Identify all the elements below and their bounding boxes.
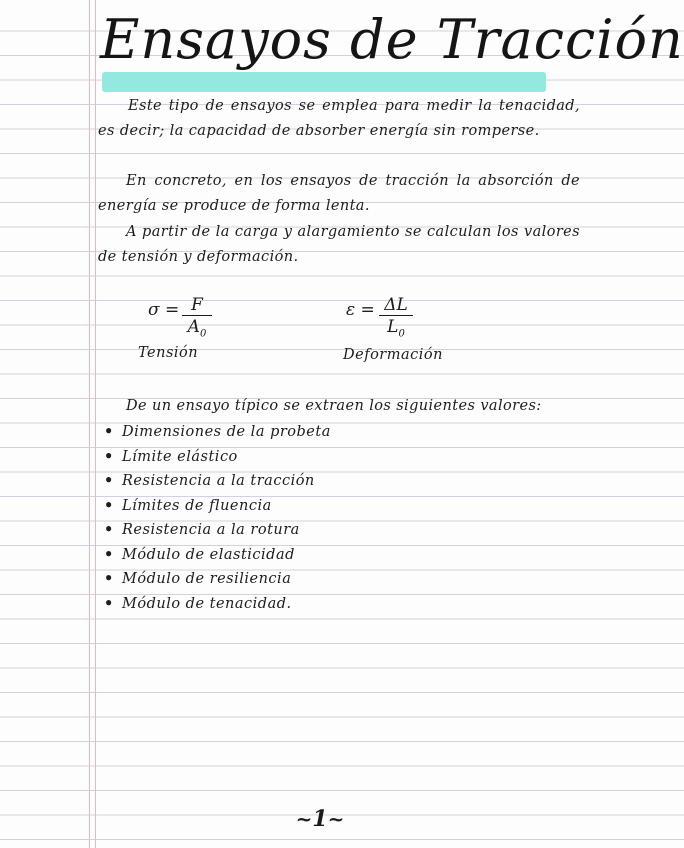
page-title: Ensayos de Tracción	[100, 8, 684, 71]
stress-symbol: σ =	[148, 300, 180, 320]
bullet-icon: •	[104, 545, 114, 563]
fraction-bar	[379, 315, 413, 316]
list-item: • Límites de fluencia	[104, 494, 331, 519]
bullet-icon: •	[104, 594, 114, 612]
stress-numerator: F	[191, 295, 203, 315]
strain-denominator: $L_0$	[387, 317, 405, 340]
title-block	[100, 4, 684, 94]
formula-strain	[346, 295, 426, 340]
margin-line-left	[89, 0, 90, 848]
ornament-right: ~	[327, 807, 345, 831]
stress-denominator: $A_0$	[187, 317, 207, 340]
formula-stress	[148, 295, 218, 340]
bullet-icon: •	[104, 472, 114, 489]
strain-symbol: ε =	[346, 300, 375, 320]
values-list	[104, 420, 331, 616]
list-item: • Dimensiones de la probeta	[104, 420, 331, 445]
caption-strain: Deformación	[343, 347, 443, 363]
list-item: • Resistencia a la rotura	[104, 518, 331, 543]
paragraph-calculation: A partir de la carga y alargamiento se calculan los valores de tensión y deformación.	[98, 224, 580, 265]
paragraph-intro: Este tipo de ensayos se emplea para medir la tenacidad, es decir; la capacidad de absorber energía sin romperse.	[98, 98, 580, 139]
ornament-left: ~	[295, 807, 313, 831]
bullet-icon: •	[104, 521, 114, 538]
title-highlight	[102, 72, 546, 92]
caption-stress: Tensión	[138, 345, 199, 361]
list-item: • Módulo de resiliencia	[104, 567, 331, 592]
stress-fraction	[182, 295, 212, 340]
bullet-icon: •	[104, 423, 114, 440]
bullet-icon: •	[104, 570, 114, 587]
bullet-icon: •	[104, 496, 114, 514]
paragraph-list-intro: De un ensayo típico se extraen los siguientes valores:	[126, 398, 542, 414]
stress-denominator-subscript: 0	[199, 328, 207, 340]
page-number	[280, 806, 360, 832]
paragraph-concrete: En concreto, en los ensayos de tracción la absorción de energía se produce de forma lenta.	[98, 173, 580, 214]
list-item: • Límite elástico	[104, 445, 331, 470]
fraction-bar	[182, 315, 212, 316]
page-number-value: 1	[312, 806, 328, 832]
margin-line-right	[95, 0, 96, 848]
list-item: • Módulo de tenacidad.	[104, 592, 331, 617]
bullet-icon: •	[104, 447, 114, 465]
list-item: • Módulo de elasticidad	[104, 543, 331, 568]
strain-fraction	[379, 295, 413, 340]
list-item: • Resistencia a la tracción	[104, 469, 331, 494]
strain-denominator-subscript: 0	[398, 328, 405, 340]
strain-numerator: ΔL	[384, 295, 408, 315]
